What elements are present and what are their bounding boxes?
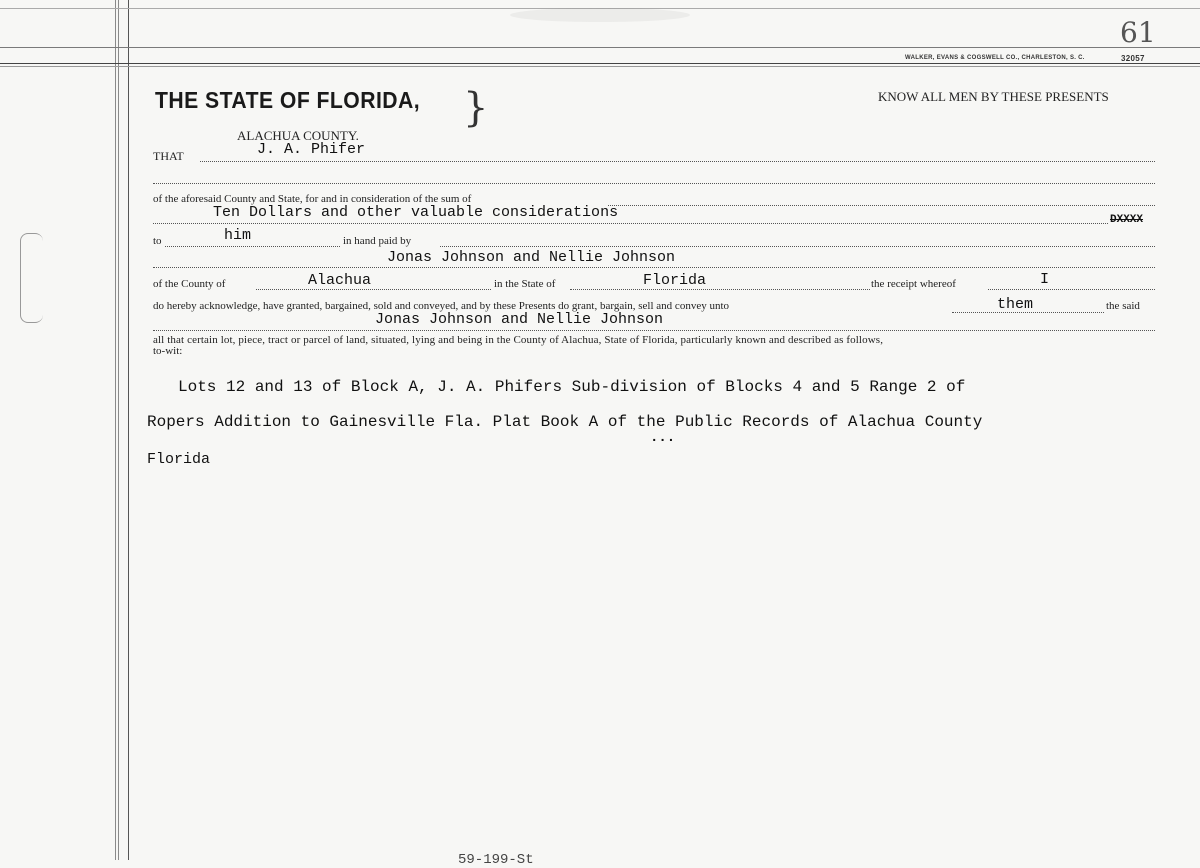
fill-line [165, 246, 340, 247]
convey-to-field: them [997, 296, 1034, 313]
header-rule [0, 47, 1200, 48]
binder-hole-mark [20, 233, 43, 323]
county-field: Alachua [308, 272, 372, 289]
label-that: THAT [153, 149, 184, 163]
fill-line [153, 330, 1155, 331]
margin-line [115, 0, 116, 860]
printer-imprint: WALKER, EVANS & COGSWELL CO., CHARLESTON, S. C. [905, 55, 1085, 61]
header-rule [0, 63, 1200, 64]
label-to-wit: to-wit: [153, 345, 183, 357]
label-hand-paid: in hand paid by [343, 235, 412, 247]
description-line-3: Florida [147, 451, 211, 468]
fill-line [200, 161, 1155, 162]
fill-line [153, 183, 1155, 184]
page-number: 61 [1120, 16, 1156, 49]
fill-line [570, 289, 870, 290]
fill-line [608, 205, 1155, 206]
know-all-heading: KNOW ALL MEN BY THESE PRESENTS [878, 89, 1109, 104]
label-the-said: the said [1106, 300, 1140, 312]
fill-line [256, 289, 491, 290]
label-all-that: all that certain lot, piece, tract or parcel of land, situated, lying and being in the County of Alachua, State of Florida, particularly known and described as follows, [153, 334, 884, 346]
county-heading: ALACHUA COUNTY. [237, 128, 359, 143]
fill-line [153, 267, 1155, 268]
margin-line [118, 0, 119, 860]
document-title: THE STATE OF FLORIDA, [155, 87, 421, 113]
label-acknowledge: do hereby acknowledge, have granted, bargained, sold and conveyed, and by these Presents do grant, bargain, sell and convey unto [153, 300, 730, 312]
to-field: him [224, 227, 252, 244]
label-receipt: the receipt whereof [871, 278, 956, 290]
description-line-1: Lots 12 and 13 of Block A, J. A. Phifers Sub-division of Blocks 4 and 5 Range 2 of [178, 378, 966, 396]
fill-line [153, 223, 1108, 224]
footer-stamp: 59-199-St [458, 852, 534, 868]
state-field: Florida [643, 272, 707, 289]
grantor-field: J. A. Phifer [257, 141, 366, 158]
label-consideration: of the aforesaid County and State, for and in consideration of the sum of [153, 193, 472, 205]
label-in-state: in the State of [494, 278, 556, 290]
receipt-field: I [1040, 271, 1050, 288]
header-rule [0, 66, 1200, 67]
margin-line [128, 0, 129, 860]
description-dots: ... [650, 430, 676, 446]
paid-by-field: Jonas Johnson and Nellie Johnson [387, 249, 676, 266]
said-grantees-field: Jonas Johnson and Nellie Johnson [375, 311, 664, 328]
fill-line [440, 246, 1155, 247]
dollars-struck: DXXXX [1110, 214, 1144, 226]
brace-glyph: } [463, 85, 489, 131]
smudge [510, 8, 690, 22]
fill-line [988, 289, 1155, 290]
label-of-county: of the County of [153, 278, 226, 290]
label-to: to [153, 235, 162, 247]
sum-field: Ten Dollars and other valuable considerations [213, 204, 619, 221]
form-number: 32057 [1121, 54, 1145, 63]
description-line-2: Ropers Addition to Gainesville Fla. Plat Book A of the Public Records of Alachua County [147, 413, 983, 431]
